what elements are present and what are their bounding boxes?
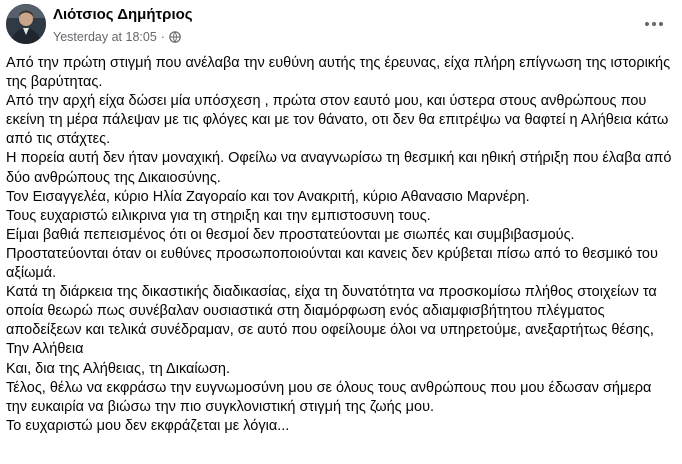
post-paragraph: Τέλος, θέλω να εκφράσω την ευγνωμοσύνη μου σε όλους τους ανθρώπους που μου έδωσαν σήμερα την ευκαιρία να βιώσω την πιο συγκλονιστική στιγμή της ζωής μου. — [6, 379, 652, 415]
post-paragraph: Η πορεία αυτή δεν ήταν μοναχική. Οφείλω να αναγνωρίσω τη θεσμική και ηθική στήριξη που έλαβα από δύο ανθρώπους της Δικαιοσύνης. — [6, 150, 672, 186]
author-name[interactable]: Λιότσιος Δημήτριος — [53, 6, 193, 23]
post-paragraph: Τους ευχαριστώ ειλικρινα για τη στηριξη και την εμπιστοσυνη τους. — [6, 207, 431, 224]
post-paragraph: Προστατεύονται όταν οι ευθύνες προσωποποιούνται και κανεις δεν κρύβεται πίσω από το θεσμικό του αξίωμά. — [6, 245, 658, 282]
globe-icon[interactable] — [169, 31, 181, 43]
post-paragraph: Κατά τη διάρκεια της δικαστικής διαδικασίας, είχα τη δυνατότητα να προσκομίσω πλήθος στοιχείων τα οποία θεωρώ πως συνέβαλαν ουσιαστικά στη διαμόρφωση ενός αδιαμφισβήτητου πλέγματος αποδείξεων και τελικά συνέδραμαν, σε αυτό που οφείλουμε όλοι να υπηρετούμε, ανεξαρτήτως θέσης, — [6, 284, 657, 339]
post-paragraph: Από την αρχή είχα δώσει μία υπόσχεση , πρώτα στον εαυτό μου, και ύστερα στους ανθρώπους που εκείνη τη μέρα πάλεψαν με τις φλόγες και με τον θάνατο, οτι δεν θα επιτρέψω να θαφτεί η Αλήθεια κάτω από τις στάχτες. — [6, 93, 669, 148]
post-paragraph: Το ευχαριστώ μου δεν εκφράζεται με λόγια... — [6, 417, 290, 434]
post-paragraph: Είμαι βαθιά πεπεισμένος ότι οι θεσμοί δεν προστατεύονται με σιωπές και συμβιβασμούς. — [6, 226, 575, 243]
post-paragraph: Την Αλήθεια — [6, 341, 84, 358]
meta-separator: · — [160, 30, 165, 44]
post-paragraph: Από την πρώτη στιγμή που ανέλαβα την ευθύνη αυτής της έρευνας, είχα πλήρη επίγνωση της ιστορικής της βαρύτητας. — [6, 55, 671, 91]
more-options-icon[interactable] — [642, 12, 666, 36]
post-paragraph: Και, δια της Αλήθειας, τη Δικαίωση. — [6, 360, 230, 377]
avatar[interactable] — [6, 4, 46, 44]
post-header — [0, 0, 682, 52]
post-paragraph: Τον Εισαγγελέα, κύριο Ηλία Ζαγοραίο και τον Ανακριτή, κύριο Αθανασιο Μαρνέρη. — [6, 188, 530, 205]
post-meta — [53, 30, 181, 44]
profile-photo — [6, 4, 46, 44]
post-body — [6, 54, 676, 436]
post-timestamp[interactable]: Yesterday at 18:05 — [53, 30, 157, 44]
